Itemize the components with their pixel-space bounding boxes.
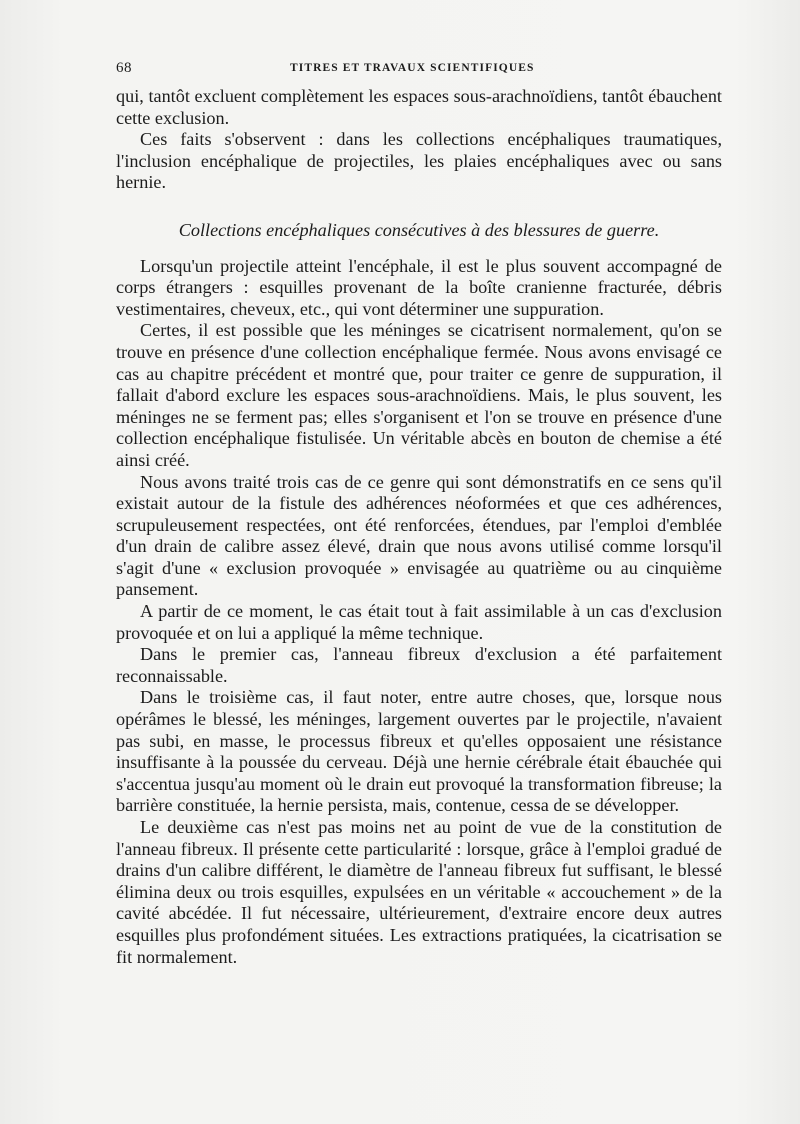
running-title: TITRES ET TRAVAUX SCIENTIFIQUES <box>290 62 535 74</box>
paragraph: Le deuxième cas n'est pas moins net au point de vue de la constitution de l'anneau fibreux. Il présente cette particularité : lorsque, grâce à l'emploi gradué de drains d'un calibre différent, le diamètre de l'anneau fibreux fut suffisant, le blessé élimina deux ou trois esquilles, expulsées en un véritable « accouchement » de la cavité abcédée. Il fut nécessaire, ultérieurement, d'extraire encore deux autres esquilles plus profondément situées. Les extractions pratiquées, la cicatrisation se fit normalement. <box>116 817 722 967</box>
body-text <box>116 86 722 968</box>
spacer <box>116 194 722 220</box>
page-number: 68 <box>116 60 132 76</box>
paragraph: Nous avons traité trois cas de ce genre qui sont démonstratifs en ce sens qu'il existait autour de la fistule des adhérences néoformées et que ces adhérences, scrupuleusement respectées, ont été renforcées, étendues, par l'emploi d'emblée d'un drain de calibre assez élevé, drain que nous avons utilisé comme lorsqu'il s'agit d'une « exclusion provoquée » envisagée au quatrième ou au cinquième pansement. <box>116 471 722 600</box>
paragraph: Dans le premier cas, l'anneau fibreux d'exclusion a été parfaitement reconnaissable. <box>116 644 722 686</box>
paragraph: Certes, il est possible que les méninges se cicatrisent normalement, qu'on se trouve en présence d'une collection encéphalique fermée. Nous avons envisagé ce cas au chapitre précédent et montré que, pour traiter ce genre de suppuration, il fallait d'abord exclure les espaces sous-arachnoïdiens. Mais, le plus souvent, les méninges ne se ferment pas; elles s'organisent et l'on se trouve en présence d'une collection encéphalique fistulisée. Un véritable abcès en bouton de chemise a été ainsi créé. <box>116 320 722 470</box>
paragraph: Lorsqu'un projectile atteint l'encéphale, il est le plus souvent accompagné de corps étrangers : esquilles provenant de la boîte cranienne fracturée, débris vestimentaires, cheveux, etc., qui vont déterminer une suppuration. <box>116 255 722 319</box>
paragraph: Ces faits s'observent : dans les collections encéphaliques traumatiques, l'inclusion encéphalique de projectiles, les plaies encéphaliques avec ou sans hernie. <box>116 129 722 193</box>
paragraph: A partir de ce moment, le cas était tout à fait assimilable à un cas d'exclusion provoquée et on lui a appliqué la même technique. <box>116 601 722 643</box>
paragraph-continuation: qui, tantôt excluent complètement les espaces sous-arachnoïdiens, tantôt ébauchent cette exclusion. <box>116 86 722 128</box>
page-header <box>116 60 720 80</box>
spacer <box>116 242 722 256</box>
section-heading: Collections encéphaliques consécutives à des blessures de guerre. <box>178 219 660 240</box>
paragraph: Dans le troisième cas, il faut noter, entre autre choses, que, lorsque nous opérâmes le blessé, les méninges, largement ouvertes par le projectile, n'avaient pas subi, en masse, le processus fibreux et qu'elles opposaient une résistance insuffisante à la poussée du cerveau. Déjà une hernie cérébrale était ébauchée qui s'accentua jusqu'au moment où le drain eut provoqué la transformation fibreuse; la barrière constituée, la hernie persista, mais, contenue, cessa de se développer. <box>116 687 722 816</box>
